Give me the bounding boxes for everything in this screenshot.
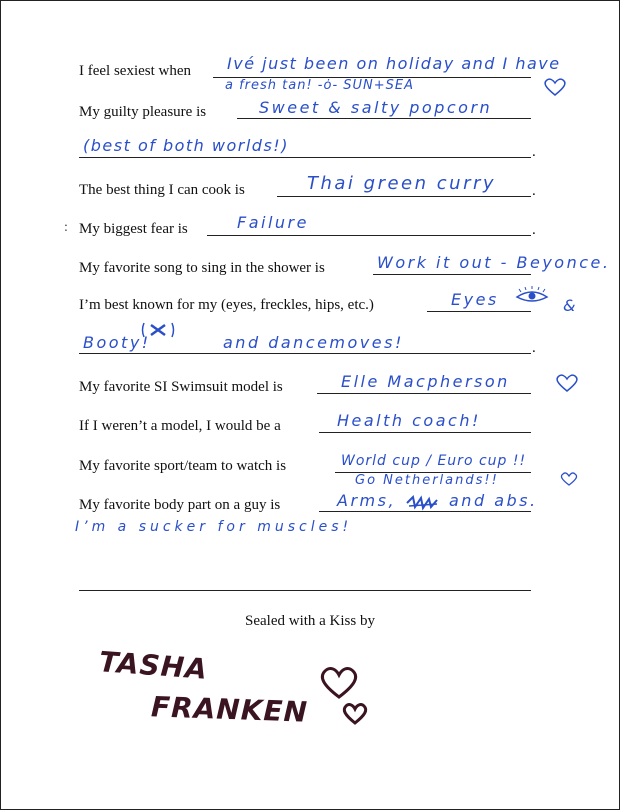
q2-answer-line: [237, 118, 531, 119]
q4-label: My biggest fear is: [79, 221, 188, 237]
q9-answer-1: World cup / Euro cup !!: [341, 453, 527, 469]
q6-answer-and: &: [563, 296, 577, 315]
q2-answer-line-2: [79, 157, 531, 158]
q8-answer-1: Health coach!: [337, 411, 481, 430]
heart-signature-icon: [317, 665, 361, 699]
q2-answer-2: (best of both worlds!): [83, 136, 289, 155]
q4-answer-line: [207, 235, 531, 236]
signature-first-name: TASHA: [97, 645, 209, 686]
heart-doodle-icon-3: [559, 471, 579, 487]
q5-answer-1: Work it out - Beyonce.: [377, 253, 611, 272]
q5-label: My favorite song to sing in the shower is: [79, 260, 325, 276]
q3-period: .: [532, 183, 536, 199]
heart-doodle-icon-2: [554, 373, 580, 393]
scribble-doodle-icon: [405, 495, 441, 511]
eye-doodle-icon: [515, 287, 549, 305]
q9-label: My favorite sport/team to watch is: [79, 458, 287, 474]
q4-answer-1: Failure: [237, 213, 309, 232]
q8-answer-line: [319, 432, 531, 433]
q2-answer-1: Sweet & salty popcorn: [259, 98, 493, 117]
margin-mark: :: [64, 220, 68, 235]
q5-answer-line: [373, 274, 531, 275]
q1-answer-1: Ivé just been on holiday and I have: [227, 54, 561, 73]
q6-answer-3: and dancemoves!: [223, 333, 404, 352]
heart-doodle-icon: [541, 77, 569, 97]
q10-answer-1: Arms,: [337, 491, 397, 510]
signature-last-name: FRANKEN: [150, 690, 309, 729]
q4-period: .: [532, 222, 536, 238]
q2-period: .: [532, 144, 536, 160]
q10-answer-line: [319, 511, 531, 512]
q7-answer-line: [317, 393, 531, 394]
q8-label: If I weren’t a model, I would be a: [79, 418, 281, 434]
q6-period: .: [532, 340, 536, 356]
q10-answer-3: I’m a sucker for muscles!: [75, 519, 353, 535]
q10-label: My favorite body part on a guy is: [79, 497, 281, 513]
q7-answer-1: Elle Macpherson: [341, 372, 510, 391]
sparkle-doodle-icon: [141, 321, 175, 339]
q1-answer-2: a fresh tan! -ȯ- SUN+SEA: [225, 78, 415, 93]
q6-answer-line: [427, 311, 531, 312]
q3-answer-line: [277, 196, 531, 197]
q6-answer-1: Eyes: [451, 290, 499, 309]
heart-signature-icon-2: [341, 701, 369, 725]
q6-label: I’m best known for my (eyes, freckles, hips, etc.): [79, 297, 374, 313]
q6-answer-2: Booty!: [83, 333, 151, 352]
q6-answer-line-2: [79, 353, 531, 354]
q7-label: My favorite SI Swimsuit model is: [79, 379, 283, 395]
q3-label: The best thing I can cook is: [79, 182, 245, 198]
q2-label: My guilty pleasure is: [79, 104, 207, 120]
blank-answer-line: [79, 590, 531, 591]
q10-answer-2: and abs.: [449, 491, 538, 510]
q9-answer-2: Go Netherlands!!: [355, 473, 499, 488]
q1-label: I feel sexiest when: [79, 63, 192, 79]
sealed-with-a-kiss-label: Sealed with a Kiss by: [245, 613, 375, 629]
q3-answer-1: Thai green curry: [307, 173, 497, 194]
